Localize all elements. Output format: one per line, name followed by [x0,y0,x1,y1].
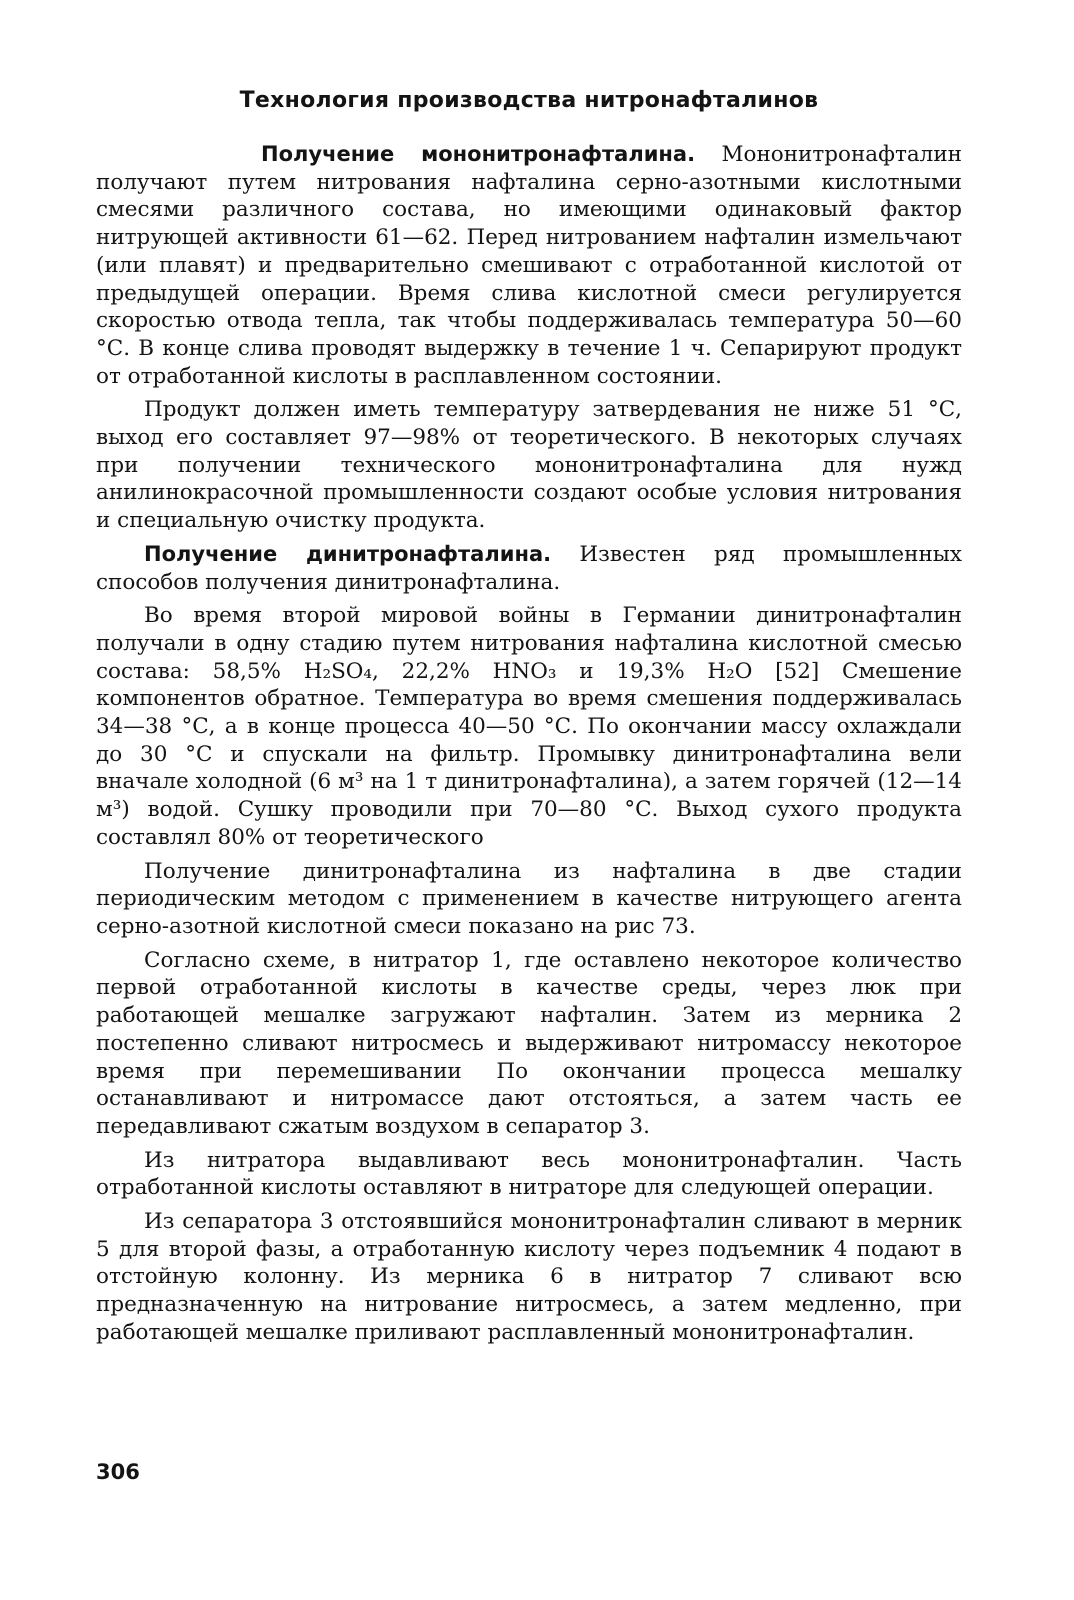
paragraph-lead: Получение динитронафталина. [144,541,552,566]
page-body [96,88,962,1347]
paragraph-text: Из нитратора выдавливают весь мононитронафталин. Часть отработанной кислоты оставляют в нитраторе для следующей операции. [96,1147,962,1201]
paragraph-product-properties [96,396,962,535]
paragraph-text: Получение динитронафталина из нафталина в две стадии периодическим методом с применением в качестве нитрующего агента серно-азотной кислотной смеси показано на рис 73. [96,858,962,939]
paragraph-text: Мононитронафталин получают путем нитрования нафталина серно-азотными кислотными смесями различного состава, но имеющими одинаковый фактор нитрующей активности 61—62. Перед нитрованием нафталин измельчают (или плавят) и предварительно смешивают с отработанной кислотой от предыдущей операции. Время слива кислотной смеси регулируется скоростью отвода тепла, так чтобы поддерживалась температура 50—60 °С. В конце слива проводят выдержку в течение 1 ч. Сепарируют продукт от отработанной кислоты в расплавленном состоянии. [96,142,962,389]
paragraph-lead: Получение мононитронафталина. [261,142,696,166]
paragraph-separator [96,1208,962,1347]
paragraph-text: Во время второй мировой войны в Германии динитронафталин получали в одну стадию путем нитрования нафталина кислотной смесью состава: 58,5% H₂SO₄, 22,2% HNO₃ и 19,3% H₂O [52] Смешение компонентов обратное. Температура во время смешения поддерживалась 34—38 °С, а в конце процесса 40—50 °С. По окончании массу охлаждали до 30 °С и спускали на фильтр. Промывку динитронафталина вели вначале холодной (6 м³ на 1 т динитронафталина), а затем горячей (12—14 м³) водой. Сушку проводили при 70—80 °С. Выход сухого продукта составлял 80% от теоретического [96,603,962,850]
paragraph-germany-process [96,602,962,851]
paragraph-mononitronaphthalene [96,141,962,390]
paragraph-nitrator-discharge [96,1147,962,1202]
page-number: 306 [96,1460,140,1484]
paragraph-two-stage-method [96,858,962,941]
paragraph-scheme-description [96,947,962,1141]
paragraph-dinitronaphthalene [96,541,962,596]
section-heading: Технология производства нитронафталинов [239,88,819,113]
paragraph-text: Из сепаратора 3 отстоявшийся мононитронафталин сливают в мерник 5 для второй фазы, а отработанную кислоту через подъемник 4 подают в отстойную колонну. Из мерника 6 в нитратор 7 сливают всю предназначенную на нитрование нитросмесь, а затем медленно, при работающей мешалке приливают расплавленный мононитронафталин. [96,1209,962,1345]
paragraph-text: Продукт должен иметь температуру затвердевания не ниже 51 °С, выход его составляет 97—98% от теоретического. В некоторых случаях при получении технического мононитронафталина для нужд анилинокрасочной промышленности создают особые условия нитрования и специальную очистку продукта. [96,397,962,534]
paragraph-text: Согласно схеме, в нитратор 1, где оставлено некоторое количество первой отработанной кислоты в качестве среды, через люк при работающей мешалке загружают нафталин. Затем из мерника 2 постепенно сливают нитросмесь и выдерживают нитромассу некоторое время при перемешивании По окончании процесса мешалку останавливают и нитромассе дают отстояться, а затем часть ее передавливают сжатым воздухом в сепаратор 3. [96,947,962,1139]
paragraph-text: Известен ряд промышленных способов получения динитронафталина. [96,541,963,595]
